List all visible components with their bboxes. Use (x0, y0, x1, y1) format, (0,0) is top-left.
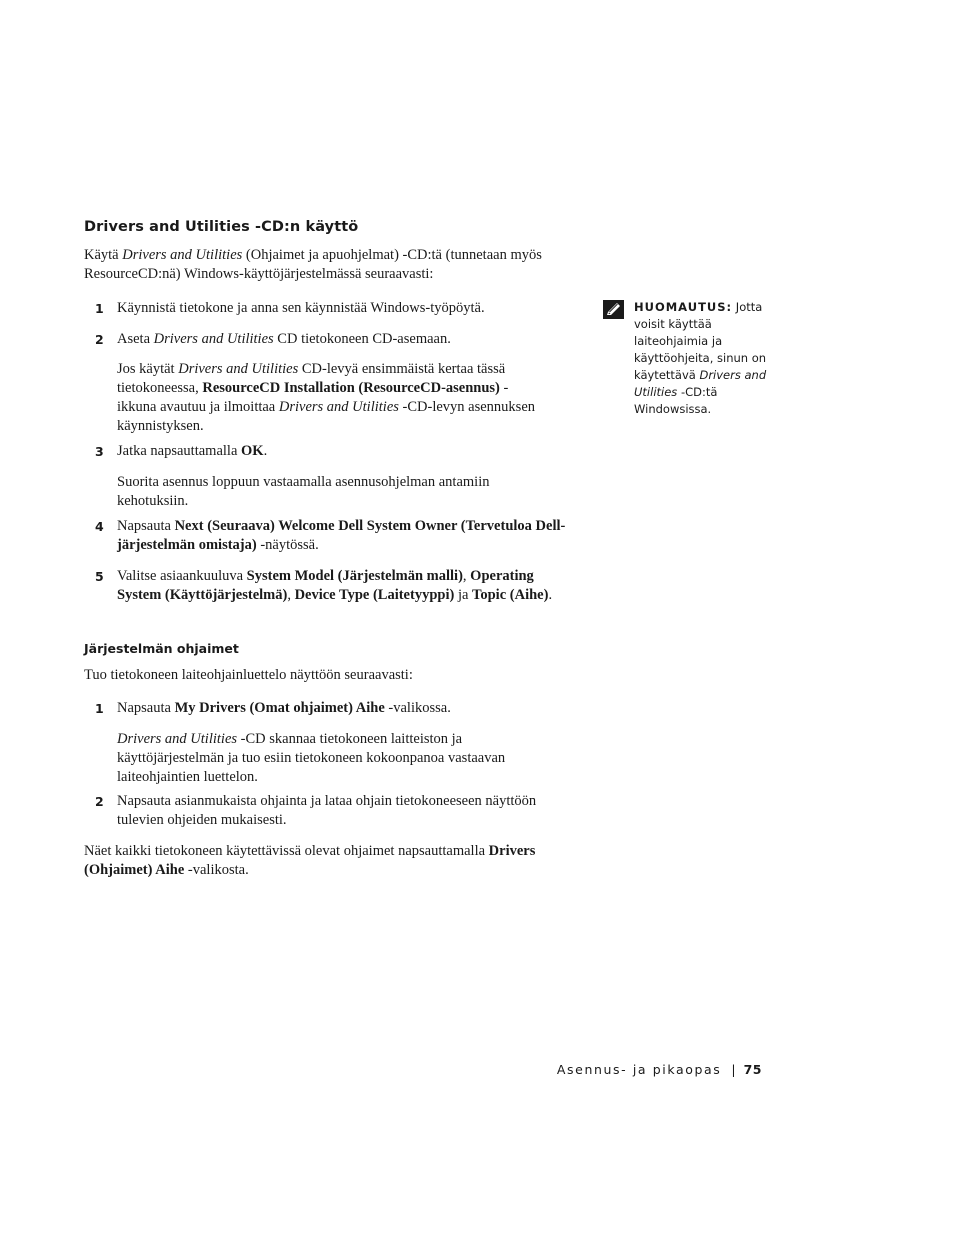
step-detail: Jos käytät Drivers and Utilities CD-levyä ensimmäistä kertaa tässä tietokoneessa, ResourceCD Installation (ResourceCD-asennus) -ikkuna avautuu ja ilmoittaa Drivers and Utilities -CD-levyn asennuksen käynnistyksen. (117, 361, 536, 434)
step-number: 1 (95, 701, 104, 716)
page-number: 75 (743, 1062, 762, 1077)
step-text: Jatka napsauttamalla OK. (117, 443, 268, 459)
page-footer (557, 1062, 762, 1077)
step-number: 4 (95, 519, 104, 534)
step-number: 1 (95, 301, 104, 316)
note-pencil-icon (603, 300, 624, 319)
step-text: Napsauta asianmukaista ohjainta ja lataa ohjain tietokoneeseen näyttöön tulevien ohjeiden mukaisesti. (117, 793, 537, 828)
footer-separator: | (731, 1062, 736, 1077)
section-title: Drivers and Utilities -CD:n käyttö (84, 219, 359, 235)
step-number: 3 (95, 444, 104, 459)
step-detail: Drivers and Utilities -CD skannaa tietokoneen laitteiston ja käyttöjärjestelmän ja tuo esiin tietokoneen kokoonpanoa vastaavan laiteohjaintien luettelon. (117, 731, 506, 785)
subsection-intro: Tuo tietokoneen laiteohjainluettelo näyttöön seuraavasti: (84, 667, 413, 683)
note-text: HUOMAUTUS: Jotta voisit käyttää laiteohjaimia ja käyttöohjeita, sinun on käytettävä Drivers and Utilities -CD:tä Windowsissa. (634, 300, 767, 416)
note-label: HUOMAUTUS: (634, 300, 733, 314)
guide-title: Asennus- ja pikaopas (556, 1062, 722, 1077)
step-text: Napsauta My Drivers (Omat ohjaimet) Aihe -valikossa. (117, 700, 451, 716)
step-number: 2 (95, 332, 104, 347)
step-number: 2 (95, 794, 104, 809)
step-detail: Suorita asennus loppuun vastaamalla asennusohjelman antamiin kehotuksiin. (117, 474, 490, 509)
subsection-title: Järjestelmän ohjaimet (84, 641, 239, 656)
subsection-outro: Näet kaikki tietokoneen käytettävissä olevat ohjaimet napsauttamalla Drivers (Ohjaimet) Aihe -valikosta. (84, 843, 536, 878)
step-text: Käynnistä tietokone ja anna sen käynnistää Windows-työpöytä. (117, 300, 485, 316)
step-text: Napsauta Next (Seuraava) Welcome Dell System Owner (Tervetuloa Dell-järjestelmän omistaja) -näytössä. (117, 518, 566, 553)
section-intro: Käytä Drivers and Utilities (Ohjaimet ja apuohjelmat) -CD:tä (tunnetaan myös ResourceCD:nä) Windows-käyttöjärjestelmässä seuraavasti: (84, 247, 542, 282)
step-text: Valitse asiaankuuluva System Model (Järjestelmän malli), Operating System (Käyttöjärjestelmä), Device Type (Laitetyyppi) ja Topic (Aihe). (117, 568, 553, 603)
step-number: 5 (95, 569, 104, 584)
step-text: Aseta Drivers and Utilities CD tietokoneen CD-asemaan. (117, 331, 451, 347)
